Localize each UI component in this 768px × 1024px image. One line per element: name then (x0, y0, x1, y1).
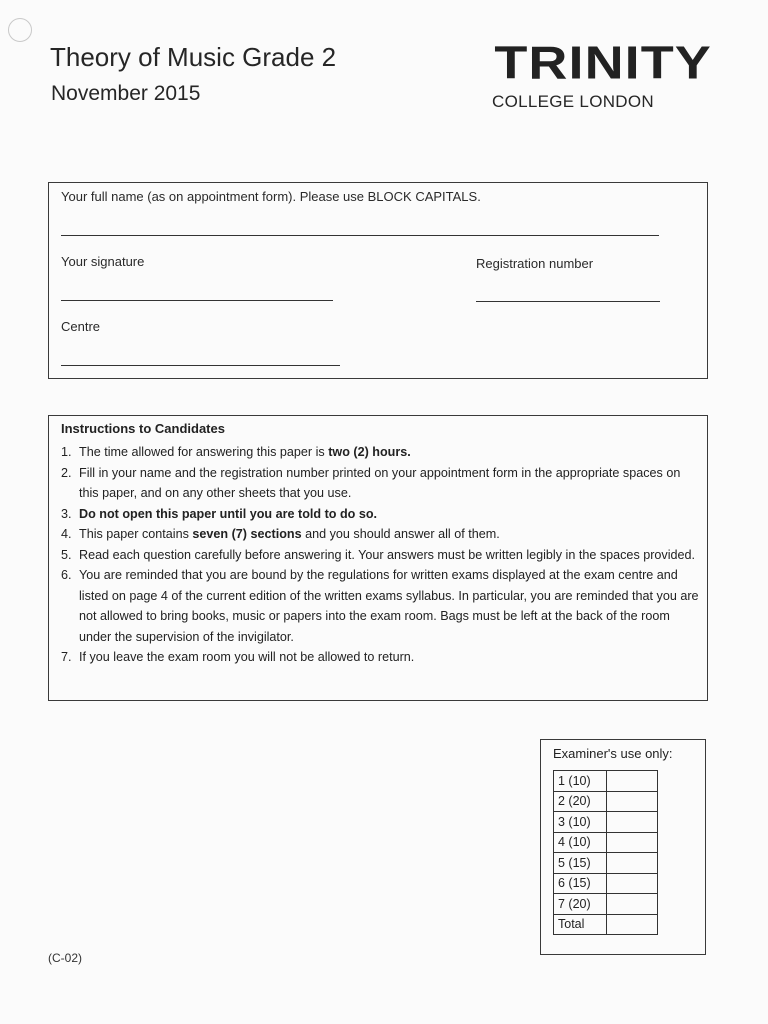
section-marks-label: Total (554, 914, 607, 935)
instruction-number: 3. (61, 506, 72, 521)
examiner-use-box (540, 739, 706, 955)
marks-entry-cell[interactable] (607, 894, 658, 915)
instruction-number: 2. (61, 465, 72, 480)
trinity-logo: TRINITY (494, 37, 712, 89)
instruction-emphasis: Do not open this paper until you are told to do so. (79, 506, 378, 521)
instruction-item (61, 442, 701, 463)
centre-field[interactable] (61, 365, 340, 366)
instruction-text: If you leave the exam room you will not be allowed to return. (79, 650, 415, 664)
instruction-text: You are reminded that you are bound by the regulations for written exams displayed at the exam centre and listed on page 4 of the current edition of the written exams syllabus. In particular, you are reminded that you are not allowed to bring books, music or papers into the exam room. Bags must be left at the back of the room under the supervision of the invigilator. (79, 568, 699, 644)
instruction-emphasis: seven (7) sections (192, 527, 302, 541)
punch-hole-mark (8, 18, 32, 42)
section-marks-label: 5 (15) (554, 853, 607, 874)
registration-number-field[interactable] (476, 301, 660, 302)
instruction-number: 6. (61, 568, 72, 582)
marks-table (553, 770, 658, 935)
marks-entry-cell[interactable] (607, 832, 658, 853)
instructions-box (48, 415, 708, 701)
instruction-text: Read each question carefully before answering it. Your answers must be written legibly in the spaces provided. (79, 547, 696, 562)
full-name-label: Your full name (as on appointment form). Please use BLOCK CAPITALS. (61, 189, 481, 204)
instruction-text: and you should answer all of them. (301, 527, 500, 541)
instruction-item (61, 463, 701, 504)
registration-number-label: Registration number (476, 256, 594, 271)
instruction-text: This paper contains (79, 527, 193, 541)
instruction-number: 7. (61, 650, 72, 664)
instructions-heading: Instructions to Candidates (61, 421, 225, 436)
candidate-details-box (48, 182, 708, 379)
marks-row (554, 894, 658, 915)
marks-row (554, 771, 658, 792)
signature-field[interactable] (61, 300, 333, 301)
signature-label: Your signature (61, 254, 145, 269)
marks-row (554, 812, 658, 833)
instruction-text: Fill in your name and the registration number printed on your appointment form in the appropriate spaces on this paper, and on any other sheets that you use. (79, 465, 681, 500)
instructions-list (61, 442, 701, 668)
marks-row (554, 914, 658, 935)
marks-entry-cell[interactable] (607, 914, 658, 935)
marks-entry-cell[interactable] (607, 853, 658, 874)
instruction-item (61, 545, 701, 566)
marks-row (554, 832, 658, 853)
section-marks-label: 2 (20) (554, 791, 607, 812)
instruction-number: 4. (61, 527, 72, 541)
marks-entry-cell[interactable] (607, 873, 658, 894)
marks-row (554, 873, 658, 894)
paper-date: November 2015 (51, 82, 201, 105)
marks-entry-cell[interactable] (607, 791, 658, 812)
section-marks-label: 4 (10) (554, 832, 607, 853)
instruction-item (61, 647, 701, 668)
marks-row (554, 791, 658, 812)
trinity-logo-subtitle: COLLEGE LONDON (492, 92, 654, 111)
instruction-text: The time allowed for answering this paper is (79, 445, 329, 459)
instruction-number: 5. (61, 547, 72, 562)
centre-label: Centre (61, 319, 101, 334)
full-name-field[interactable] (61, 235, 659, 236)
section-marks-label: 1 (10) (554, 771, 607, 792)
paper-title: Theory of Music Grade 2 (50, 42, 337, 72)
paper-code: (C-02) (48, 951, 83, 965)
section-marks-label: 3 (10) (554, 812, 607, 833)
marks-row (554, 853, 658, 874)
instruction-item (61, 504, 701, 525)
instruction-item (61, 524, 701, 545)
section-marks-label: 7 (20) (554, 894, 607, 915)
instruction-number: 1. (61, 445, 72, 459)
marks-entry-cell[interactable] (607, 771, 658, 792)
marks-entry-cell[interactable] (607, 812, 658, 833)
instruction-item (61, 565, 701, 647)
instruction-emphasis: two (2) hours. (328, 445, 411, 459)
section-marks-label: 6 (15) (554, 873, 607, 894)
examiner-use-heading: Examiner's use only: (553, 746, 673, 761)
